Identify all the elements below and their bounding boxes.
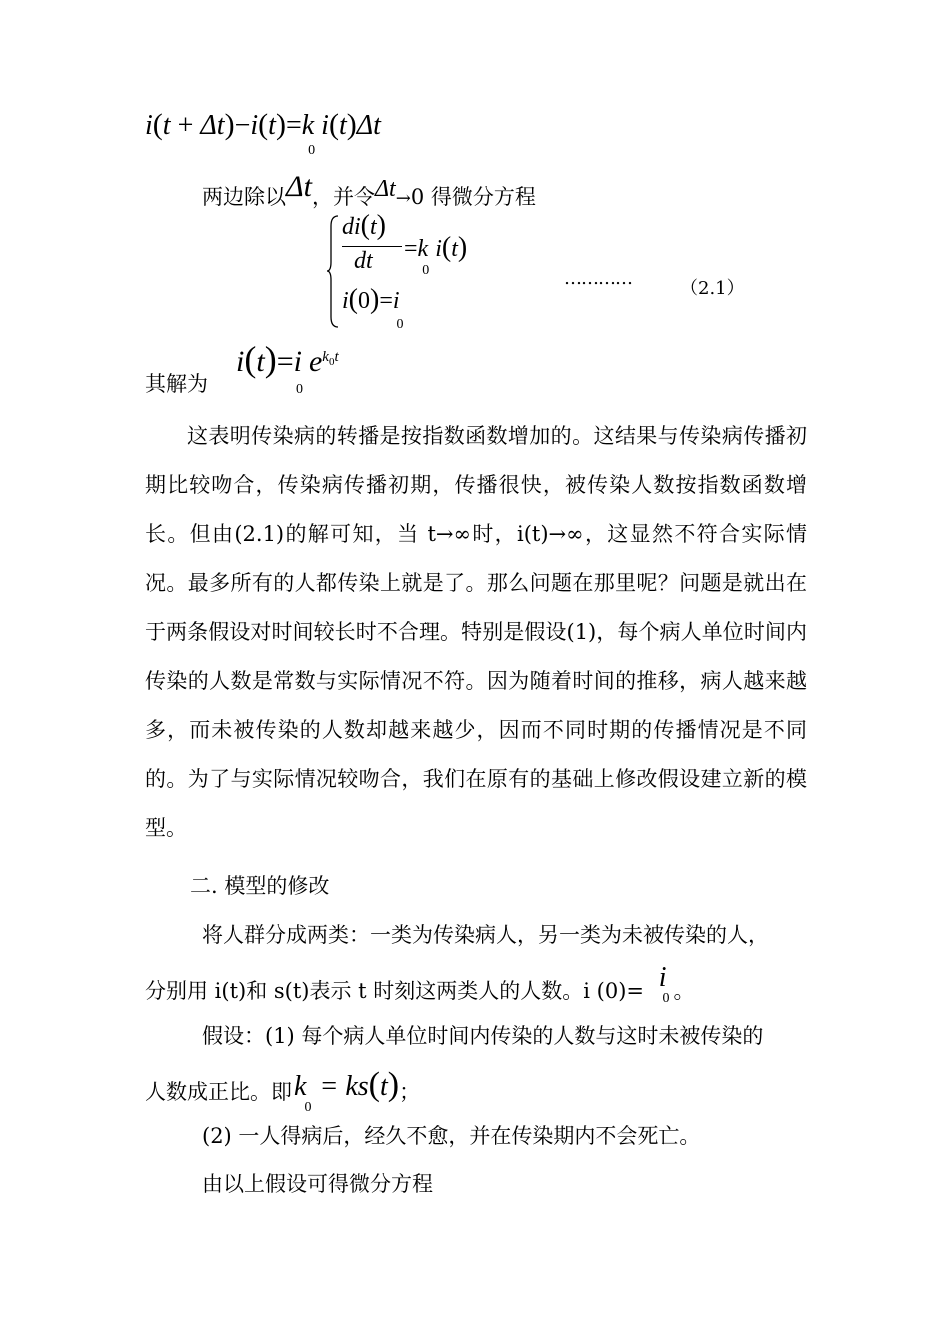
fraction-bar: [342, 246, 402, 247]
paragraph-groups-line1: 将人群分成两类：一类为传染病人，另一类为未被传染的人，: [202, 923, 769, 947]
derivative-numerator: di(t): [342, 210, 386, 241]
assumption-1-line1: 假设：(1) 每个病人单位时间内传染的人数与这时未被传染的: [202, 1024, 764, 1048]
derivative-denominator: dt: [354, 248, 373, 274]
divide-instruction: 两边除以Δt，并令Δt→0 得微分方程: [202, 170, 536, 209]
solution-prefix: 其解为: [145, 372, 208, 396]
solution-formula: $i(t)=i_0e^{k0t}$: [236, 339, 339, 397]
paragraph-groups-line2: 分别用 i(t)和 s(t)表示 t 时刻这两类人的人数。i (0)= i0 。: [145, 962, 695, 1006]
paragraph-explanation: 这表明传染病的转播是按指数函数增加的。这结果与传染病传播初期比较吻合，传染病传播初期，传播很快，被传染人数按指数函数增长。但由(2.1)的解可知，当 t→∞时，i(t)→∞，这显然不符合实际情况。最多所有的人都传染上就是了。那么问题在那里呢？问题是就出在于两条假设对时间较长时不合理。特别是假设(1)，每个病人单位时间内传染的人数是常数与实际情况不符。因为随着时间的推移，病人越来越多，而未被传染的人数却越来越少，因而不同时期的传播情况是不同的。为了与实际情况较吻合，我们在原有的基础上修改假设建立新的模型。: [145, 424, 807, 840]
assumption-1-line2: 人数成正比。即$k_0= ks(t)$；: [145, 1066, 421, 1115]
ode-system: [326, 210, 496, 332]
section-heading: 二. 模型的修改: [190, 874, 330, 898]
left-brace-icon: [326, 214, 340, 329]
assumption-2: (2) 一人得病后，经久不愈，并在传染期内不会死亡。: [202, 1124, 701, 1148]
conclusion-line: 由以上假设可得微分方程: [202, 1172, 433, 1196]
equation-dots: …………: [564, 268, 632, 289]
ode-rhs: $=k_0i(t)$: [404, 232, 468, 278]
initial-condition: $i(0)=i_0$: [342, 284, 404, 332]
equation-difference: $i(t + \Delta t)-i(t)=k_0i(t)\Delta t$: [145, 108, 381, 158]
equation-label: （2.1）: [680, 278, 745, 299]
